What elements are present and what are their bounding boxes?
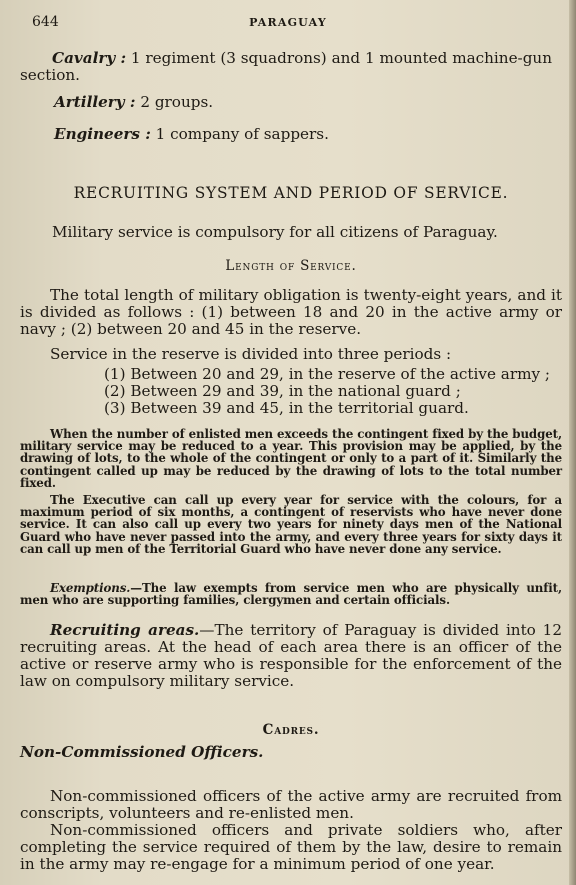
exemptions-label: Exemptions. xyxy=(50,581,131,595)
cadres-heading: Cadres. xyxy=(262,722,320,738)
executive-paragraph: The Executive can call up every year for service with the colours, for a maximum period of six months, a contingent of reservists who have never done service. It can also call up every two years for ninety days men of the National Guard who have never passed into the army, and every three years for sixty days it can call up men of the Territorial Guard who have never done any service. xyxy=(20,493,562,556)
recruiting-heading: RECRUITING SYSTEM AND PERIOD OF SERVICE. xyxy=(73,184,509,202)
reserve-paragraph: Service in the reserve is divided into three periods : xyxy=(50,345,452,363)
page-number: 644 xyxy=(32,14,59,30)
period-item: (1) Between 20 and 29, in the reserve of the active army ; xyxy=(104,365,550,383)
cavalry-text: 1 regiment (3 squadrons) and 1 mounted machine-gun section. xyxy=(20,49,552,84)
recruiting-intro: Military service is compulsory for all citizens of Paraguay. xyxy=(52,223,498,241)
reserve-periods-list xyxy=(104,366,564,417)
nco-heading-text: Non-Commissioned Officers. xyxy=(20,743,264,761)
recruiting-areas-paragraph xyxy=(20,622,562,690)
period-item: (3) Between 39 and 45, in the territorial guard. xyxy=(104,399,469,417)
page-edge xyxy=(569,0,576,885)
recruiting-areas-label: Recruiting areas. xyxy=(50,621,200,639)
engineers-text: 1 company of sappers. xyxy=(155,125,329,143)
engineers-line xyxy=(54,126,554,143)
length-paragraph: The total length of military obligation is twenty-eight years, and it is divided as follows : (1) between 18 and 20 in the active army or navy ; (2) between 20 and 45 in the reserve. xyxy=(20,286,562,338)
nco-heading xyxy=(20,744,562,761)
nco-paragraph-2: Non-commissioned officers and private soldiers who, after completing the service required of them by the law, desire to remain in the army may re-engage for a minimum period of one year. xyxy=(20,821,562,873)
exemptions-text: —The law exempts from service men who are physically unfit, men who are supporting families, clergymen and certain officials. xyxy=(20,581,562,608)
cavalry-line xyxy=(20,50,562,84)
recruiting-areas-text: —The territory of Paraguay is divided into 12 recruiting areas. At the head of each area there is an officer of the active or reserve army who is responsible for the enforcement of the law on compulsory military service. xyxy=(20,621,563,690)
length-of-service-heading: Length of Service. xyxy=(225,258,357,274)
cavalry-label: Cavalry : xyxy=(52,49,127,67)
artillery-text: 2 groups. xyxy=(140,93,214,111)
period-item: (2) Between 29 and 39, in the national guard ; xyxy=(104,382,461,400)
nco-paragraph-1: Non-commissioned officers of the active army are recruited from conscripts, volunteers and re-enlisted men. xyxy=(20,787,562,822)
budget-paragraph: When the number of enlisted men exceeds the contingent fixed by the budget, military service may be reduced to a year. This provision may be applied, by the drawing of lots, to the whole of the contingent or only to a part of it. Similarly the contingent called up may be reduced by the drawing of lots to the total number fixed. xyxy=(20,427,562,490)
page-header xyxy=(18,14,558,34)
engineers-label: Engineers : xyxy=(54,125,151,143)
exemptions-paragraph xyxy=(20,582,562,606)
artillery-label: Artillery : xyxy=(54,93,136,111)
artillery-line xyxy=(54,94,554,111)
running-title: PARAGUAY xyxy=(249,16,327,29)
